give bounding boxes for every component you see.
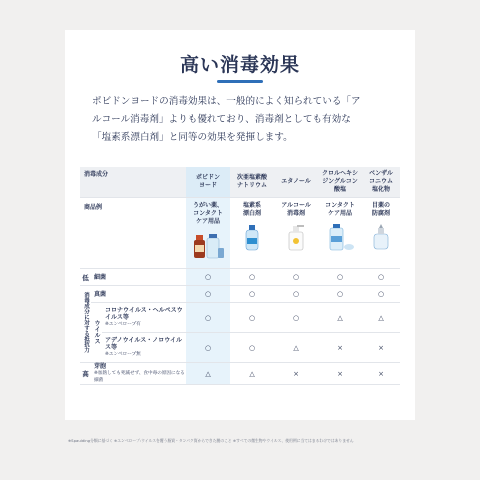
- mark-cell: ○: [230, 286, 274, 303]
- mark-cell: ○: [230, 303, 274, 333]
- table-row: [80, 333, 400, 363]
- mark-cell: ○: [186, 286, 230, 303]
- product-cell: [230, 198, 274, 269]
- row-name: 真菌: [91, 286, 186, 303]
- corner-label: 消毒成分: [80, 167, 186, 198]
- product-cell: [186, 198, 230, 269]
- table-row: [80, 286, 400, 303]
- mark-cell: △: [362, 303, 400, 333]
- ingredient-name: ポビドン ヨード: [186, 167, 230, 198]
- page-title: 高い消毒効果: [179, 54, 300, 76]
- row-name: コロナウイルス・ヘルペスウイルス等 ※エンベロープ有: [102, 303, 186, 333]
- product-row-label: 商品例: [80, 198, 186, 269]
- mark-cell: ×: [362, 363, 400, 385]
- eye-drop-icon: [371, 222, 391, 252]
- product-name: アルコール 消毒剤: [281, 202, 311, 217]
- row-name: 芽胞 ※加熱しても死滅せず、食中毒の原因になる細菌: [91, 363, 186, 385]
- row-note: ※エンベロープ有: [105, 322, 141, 327]
- ingredient-header-row: [80, 167, 400, 198]
- row-name: アデノウイルス・ノロウイルス等 ※エンベロープ無: [102, 333, 186, 363]
- bleach-bottle-icon: [242, 222, 262, 252]
- mark-cell: ×: [362, 333, 400, 363]
- lead-text: [92, 93, 392, 147]
- product-cell: [318, 198, 362, 269]
- spray-bottle-icon: [285, 222, 307, 252]
- row-note: ※エンベロープ無: [105, 352, 141, 357]
- title-underline: [217, 80, 263, 83]
- table-row: [80, 269, 400, 286]
- level-low-label: 低: [80, 269, 91, 286]
- row-note: ※加熱しても死滅せず、食中毒の原因になる細菌: [94, 371, 185, 383]
- mark-cell: ○: [362, 269, 400, 286]
- comparison-table: [80, 167, 400, 385]
- product-name: うがい薬、 コンタクト ケア用品: [193, 202, 224, 225]
- ingredient-name: クロルヘキシ ジングルコン 酸塩: [318, 167, 362, 198]
- mark-cell: ○: [230, 333, 274, 363]
- gargle-bottle-icon: [190, 230, 226, 260]
- content-card: [65, 30, 415, 420]
- table-row: [80, 363, 400, 385]
- level-high-label: 高: [80, 363, 91, 385]
- resistance-side-text: 消毒成分に対する抵抗力: [83, 292, 89, 353]
- mark-cell: ○: [362, 286, 400, 303]
- mark-cell: ○: [274, 303, 318, 333]
- product-cell: [362, 198, 400, 269]
- mark-cell: △: [318, 303, 362, 333]
- product-row: [80, 198, 400, 269]
- product-cell: [274, 198, 318, 269]
- mark-cell: ○: [186, 333, 230, 363]
- mark-cell: ○: [186, 303, 230, 333]
- mark-cell: △: [230, 363, 274, 385]
- mark-cell: ○: [186, 269, 230, 286]
- product-name: 塩素系 漂白剤: [243, 202, 262, 217]
- mark-cell: ○: [274, 269, 318, 286]
- mark-cell: ×: [274, 363, 318, 385]
- mark-cell: △: [274, 333, 318, 363]
- resistance-side-label: [80, 286, 91, 363]
- virus-group-label: [91, 303, 102, 363]
- ingredient-name: 次亜塩素酸 ナトリウム: [230, 167, 274, 198]
- row-name: 細菌: [91, 269, 186, 286]
- ingredient-name: ベンザル コニウム 塩化物: [362, 167, 400, 198]
- mark-cell: ×: [318, 363, 362, 385]
- footnote: ※Spaulding分類に基づく ※エンベロープ:ウイルスを覆う脂質・タンパク質からできた膜のこと ※すべての微生物やウイルス、使用例に当てはまるわけではありません: [68, 438, 354, 443]
- mark-cell: ○: [318, 286, 362, 303]
- contact-care-icon: [325, 222, 355, 252]
- lead-line: ルコール消毒剤」よりも優れており、消毒剤としても有効な: [92, 114, 351, 125]
- ingredient-name: エタノール: [274, 167, 318, 198]
- lead-line: ポビドンヨードの消毒効果は、一般的によく知られている「ア: [92, 96, 361, 107]
- product-name: コンタクト ケア用品: [325, 202, 355, 217]
- virus-group-text: ウイルス: [93, 319, 100, 344]
- mark-cell: ○: [318, 269, 362, 286]
- mark-cell: ×: [318, 333, 362, 363]
- product-name: 目薬の 防腐剤: [372, 202, 391, 217]
- mark-cell: ○: [274, 286, 318, 303]
- lead-line: 「塩素系漂白剤」と同等の効果を発揮します。: [92, 132, 293, 143]
- mark-cell: ○: [230, 269, 274, 286]
- mark-cell: △: [186, 363, 230, 385]
- table-row: [80, 303, 400, 333]
